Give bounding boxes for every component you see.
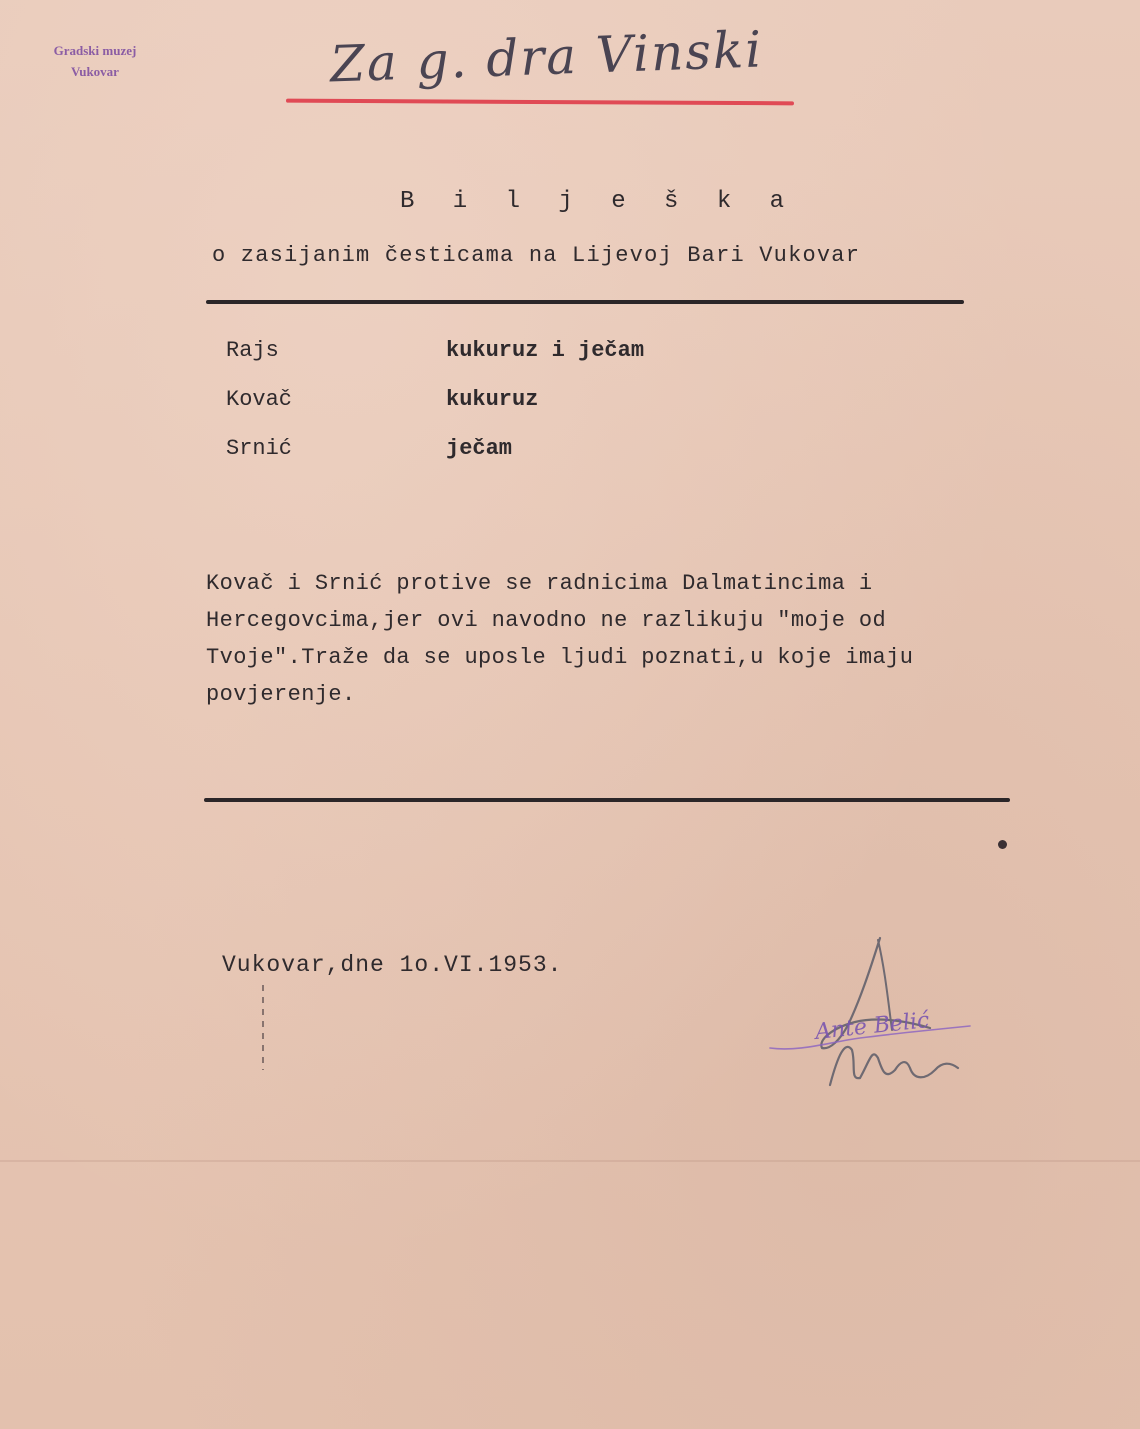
note-paragraph — [206, 565, 1106, 713]
museum-stamp-line1: Gradski muzej — [53, 43, 137, 58]
place-and-date: Vukovar,dne 1o.VI.1953. — [222, 952, 563, 978]
crop-list — [226, 338, 926, 485]
museum-stamp-line2: Vukovar — [71, 64, 119, 79]
crop-row — [226, 338, 926, 387]
top-divider — [206, 300, 964, 304]
crop-owner-name: Rajs — [226, 338, 279, 363]
crop-type: kukuruz — [446, 387, 539, 412]
ink-speck — [998, 840, 1007, 849]
signature-name-stamp: Ante Belić — [814, 1008, 931, 1045]
crop-owner-name: Srnić — [226, 436, 293, 461]
handwritten-note: Za g. dra Vinski — [329, 20, 765, 94]
pencil-margin-mark — [262, 985, 264, 1070]
note-line: Kovač i Srnić protive se radnicima Dalmatincima i — [206, 571, 873, 596]
note-line: Tvoje".Traže da se uposle ljudi poznati,u koje imaju — [206, 645, 914, 670]
red-pencil-underline — [286, 99, 794, 106]
crop-row — [226, 387, 926, 436]
note-line: Hercegovcima,jer ovi navodno ne razlikuju "moje od — [206, 608, 887, 633]
crop-type: ječam — [446, 436, 513, 461]
crop-type: kukuruz i ječam — [446, 338, 645, 363]
crop-owner-name: Kovač — [226, 387, 293, 412]
bottom-divider — [204, 798, 1010, 802]
document-title: B i l j e š k a — [400, 188, 797, 215]
document-subtitle: o zasijanim česticama na Lijevoj Bari Vukovar — [212, 243, 861, 268]
paper-fold-line — [0, 1160, 1140, 1162]
museum-stamp — [20, 40, 170, 82]
note-line: povjerenje. — [206, 682, 356, 707]
crop-row — [226, 436, 926, 485]
